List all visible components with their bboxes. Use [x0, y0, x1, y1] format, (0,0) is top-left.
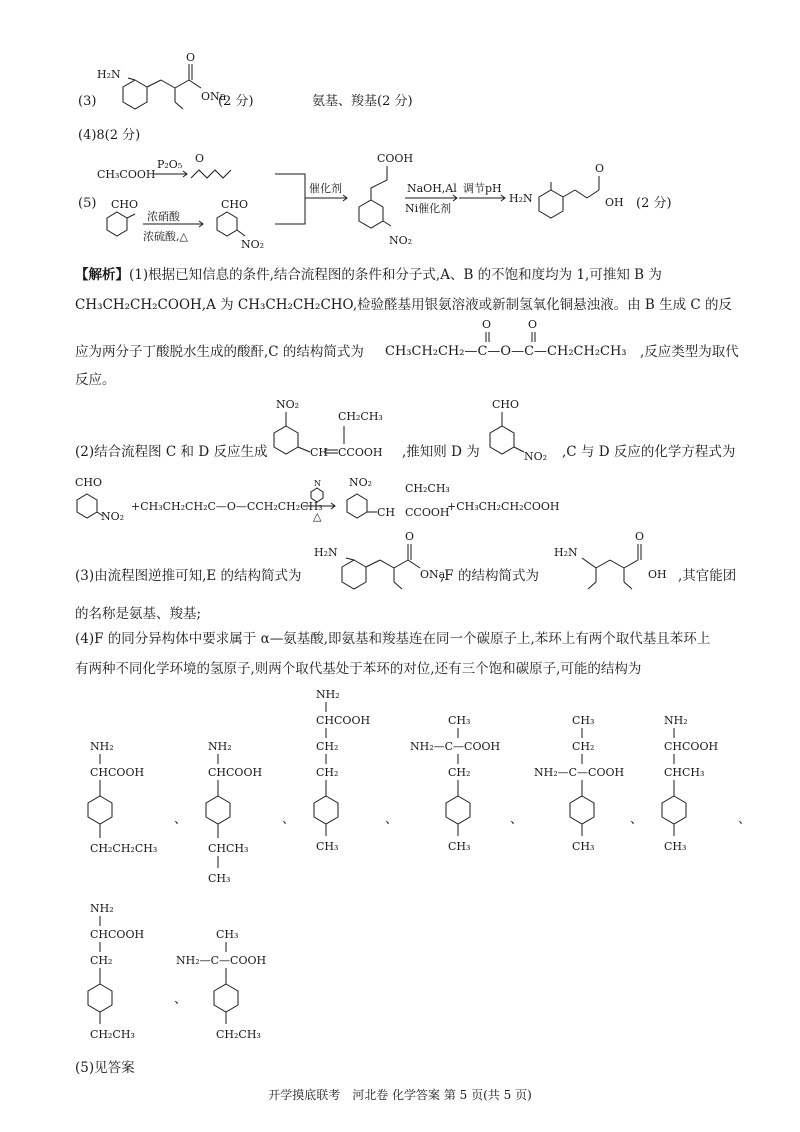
q3-structure: [95, 52, 265, 122]
sep-6: 、: [738, 812, 752, 827]
p1-line3a: 应为两分子丁酸脱水生成的酸酐,C 的结构简式为: [75, 344, 364, 360]
iso4-ch3top: CH₃: [448, 714, 471, 727]
isomer-1: [88, 738, 178, 878]
eq-ch2ch3: CH₂CH₃: [405, 482, 450, 495]
p1-line2: CH₃CH₂CH₂COOH,A 为 CH₃CH₂CH₂CHO,检验醛基用银氨溶液或新制氢氧化铜悬浊液。由 B 生成 C 的反: [75, 297, 733, 313]
product-oh: OH: [605, 196, 624, 209]
isomer-2: [200, 738, 290, 888]
eq-ccooh: CCOOH: [405, 506, 450, 519]
iso5-ch2: CH₂: [572, 740, 595, 753]
eq-reactant2: +CH₃CH₂CH₂C—O—CCH₂CH₂CH₃: [131, 500, 323, 513]
sep-7: 、: [174, 992, 188, 1007]
nitric: 浓硝酸: [147, 210, 180, 223]
iso7-ch2: CH₂: [90, 954, 113, 967]
q3-o: O: [186, 51, 196, 64]
svg-text:O: O: [482, 318, 492, 331]
q4-answer: (4)8(2 分): [78, 128, 141, 143]
catalyst: 催化剂: [309, 182, 342, 195]
p2-ch2ch3: CH₂CH₃: [338, 410, 383, 423]
q3-h2n: H₂N: [97, 68, 121, 81]
p4-line2: 有两种不同化学环境的氢原子,则两个取代基处于苯环的对位,还有三个饱和碳原子,可能的结构为: [75, 661, 642, 677]
q3-groups: 氨基、羧基(2 分): [312, 94, 413, 109]
isomer-5: [534, 712, 644, 862]
iso3-ch2a: CH₂: [316, 740, 339, 753]
f-h2n: H₂N: [554, 546, 578, 559]
iso4-ch3: CH₃: [448, 840, 471, 853]
adjust-ph: 调节pH: [463, 182, 502, 195]
cho-2: CHO: [221, 198, 249, 211]
iso7-nh2: NH₂: [90, 902, 114, 915]
iso1-chcooh: CHCOOH: [90, 766, 145, 779]
page-footer: 开学摸底联考 河北卷 化学答案 第 5 页(共 5 页): [268, 1088, 532, 1102]
p2o5: P₂O₅: [157, 158, 183, 171]
iso6-ch3: CH₃: [664, 840, 687, 853]
p1-line3b: ,反应类型为取代: [640, 344, 739, 360]
iso3-nh2: NH₂: [316, 688, 340, 701]
iso1-ch2ch2ch3: CH₂CH₂CH₃: [90, 842, 158, 855]
p4-line1: (4)F 的同分异构体中要求属于 α—氨基酸,即氨基和羧基连在同一个碳原子上,苯环上有两个取代基且苯环上: [75, 631, 711, 647]
p2-ccooh: CCOOH: [338, 446, 383, 459]
iso3-ch3: CH₃: [316, 840, 339, 853]
iso2-chcooh: CHCOOH: [208, 766, 263, 779]
eq-product2: +CH₃CH₂CH₂COOH: [447, 500, 560, 513]
product-o: O: [595, 162, 605, 175]
d-no2: NO₂: [524, 450, 548, 463]
isomer-4: [410, 712, 520, 862]
iso5-nh2ccooh: NH₂—C—COOH: [534, 766, 625, 779]
anhydride-o: O: [195, 152, 205, 165]
p1-line4: 反应。: [75, 372, 116, 388]
q3-score1: (2 分): [218, 94, 254, 109]
f-struct: [552, 530, 682, 600]
iso2-nh2: NH₂: [208, 740, 232, 753]
ni-cat: Ni催化剂: [405, 202, 452, 215]
no2-2: NO₂: [389, 234, 413, 247]
p2-ch: CH: [310, 446, 329, 459]
p5: (5)见答案: [75, 1060, 135, 1076]
iso8-ch3top: CH₃: [216, 928, 239, 941]
p2-product-struct: [262, 396, 382, 476]
p2-no2: NO₂: [276, 398, 300, 411]
sep-4: 、: [510, 812, 524, 827]
sep-5: 、: [630, 812, 644, 827]
iso5-ch3top: CH₃: [572, 714, 595, 727]
eq-no2: NO₂: [101, 510, 125, 523]
eq-cho: CHO: [75, 476, 103, 489]
d-cho: CHO: [492, 398, 520, 411]
iso6-chcooh: CHCOOH: [664, 740, 719, 753]
analysis-tag: 【解析】: [75, 267, 129, 283]
sep-3: 、: [385, 812, 399, 827]
f-oh: OH: [648, 568, 667, 581]
iso3-chcooh: CHCOOH: [316, 714, 371, 727]
sulfuric: 浓硫酸,△: [143, 230, 188, 243]
svg-text:O: O: [405, 530, 415, 543]
e-h2n: H₂N: [314, 546, 338, 559]
eq-delta: △: [313, 510, 322, 523]
isomer-3: [308, 686, 398, 866]
analysis-p4: [75, 624, 775, 684]
analysis-p1: [75, 260, 775, 320]
p3-a: (3)由流程图逆推可知,E 的结构简式为: [75, 568, 302, 584]
cooh-1: COOH: [377, 152, 414, 165]
p3-b: ,F 的结构简式为: [440, 568, 539, 584]
cho-1: CHO: [111, 198, 139, 211]
p2-c: ,C 与 D 反应的化学方程式为: [562, 444, 736, 460]
iso7-ch2ch3: CH₂CH₃: [90, 1028, 135, 1041]
iso4-ch2: CH₂: [448, 766, 471, 779]
eq-ch: CH: [377, 506, 396, 519]
p2-b: ,推知则 D 为: [402, 444, 480, 460]
iso6-chch3: CHCH₃: [664, 766, 705, 779]
sep-1: 、: [174, 812, 188, 827]
h2n-product: H₂N: [509, 192, 533, 205]
iso3-ch2b: CH₂: [316, 766, 339, 779]
p2-a: (2)结合流程图 C 和 D 反应生成: [75, 444, 268, 460]
p2-equation: [75, 476, 635, 526]
q3-ona: ONa: [201, 90, 227, 103]
svg-text:O: O: [528, 318, 538, 331]
sep-2: 、: [282, 812, 296, 827]
q5-score: (2 分): [636, 196, 672, 211]
iso8-nh2ccooh: NH₂—C—COOH: [176, 954, 267, 967]
iso8-ch2ch3: CH₂CH₃: [216, 1028, 261, 1041]
naoh-al: NaOH,Al: [407, 182, 457, 195]
isomer-6: [656, 712, 746, 862]
eq-n: N: [314, 479, 321, 488]
no2-1: NO₂: [241, 238, 265, 251]
isomer-8: [176, 926, 296, 1056]
p1-line1: (1)根据已知信息的条件,结合流程图的条件和分子式,A、B 的不饱和度均为 1,可推知 B 为: [129, 267, 662, 283]
p1-c-struct: CH₃CH₂CH₂—C—O—C—CH₂CH₂CH₃: [385, 344, 627, 359]
p3-d: 的名称是氨基、羧基;: [75, 606, 202, 622]
iso4-nh2ccooh: NH₂—C—COOH: [410, 740, 501, 753]
q5-route: [95, 150, 695, 250]
isomer-7: [88, 900, 188, 1050]
iso1-nh2: NH₂: [90, 740, 114, 753]
e-ona: ONa: [420, 568, 446, 581]
e-struct: [312, 530, 482, 600]
q3-label: (3): [78, 94, 97, 109]
iso7-chcooh: CHCOOH: [90, 928, 145, 941]
iso5-ch3: CH₃: [572, 840, 595, 853]
iso6-nh2: NH₂: [664, 714, 688, 727]
p3-c: ,其官能团: [678, 568, 737, 584]
eq-no2-p: NO₂: [349, 476, 373, 489]
iso2-ch3: CH₃: [208, 872, 231, 885]
svg-text:O: O: [635, 530, 645, 543]
acetic-acid: CH₃COOH: [97, 168, 156, 181]
q5-label: (5): [78, 196, 97, 211]
d-struct: [482, 396, 562, 476]
iso2-chch3: CHCH₃: [208, 842, 249, 855]
